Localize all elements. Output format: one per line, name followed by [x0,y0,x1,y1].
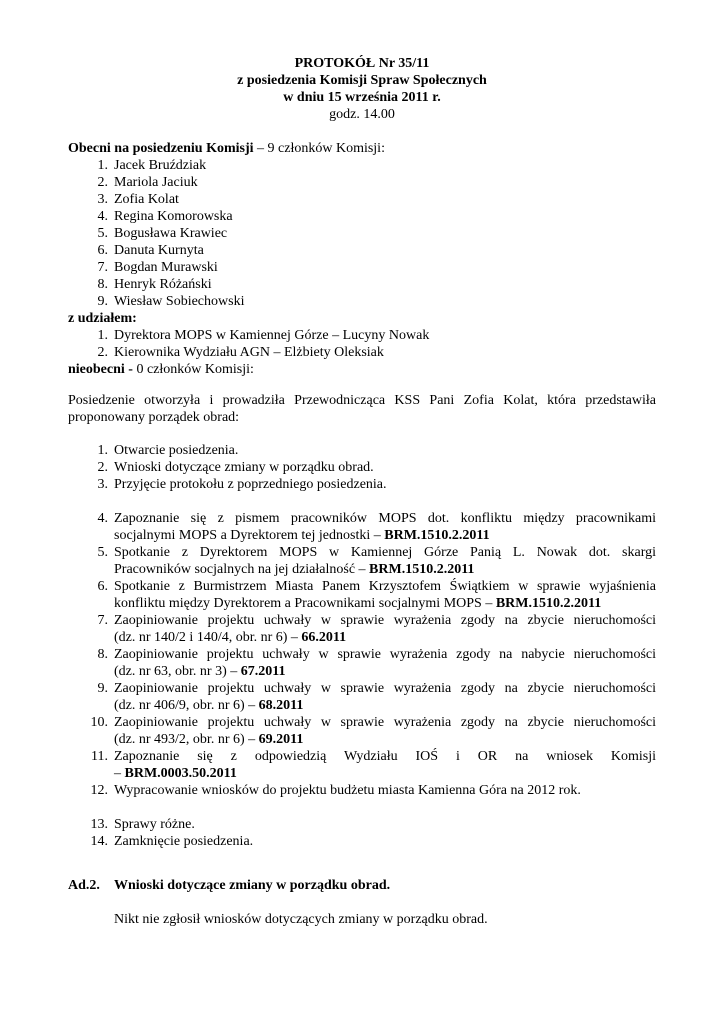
member-item [68,174,656,191]
agenda-item-line [114,561,656,578]
agenda-item [68,748,656,782]
protocol-time: godz. 14.00 [329,107,395,122]
guest-number: 1. [97,328,108,343]
agenda-item-line [114,697,656,714]
agenda-item-reference: 68.2011 [258,698,304,713]
agenda-item [68,459,656,476]
guests-list [68,327,656,361]
agenda-item-line [114,527,656,544]
agenda-item-line [114,663,656,680]
agenda-item-line [114,544,656,561]
member-name: Jacek Bruździak [114,158,207,173]
guest-item [68,344,656,361]
protocol-date: w dniu 15 września 2011 r. [283,90,441,105]
agenda-item-text: Zamknięcie posiedzenia. [114,834,254,849]
agenda-item-number: 10. [90,715,108,730]
agenda-item [68,476,656,493]
agenda-item-line [114,476,656,493]
member-number: 6. [97,243,108,258]
member-item [68,225,656,242]
agenda-item-reference: 69.2011 [258,732,304,747]
agenda-item [68,782,656,799]
absent-label: nieobecni - [68,362,137,377]
agenda-item [68,442,656,459]
agenda-item-body [114,612,656,646]
agenda-item-body [114,748,656,782]
ad2-label: Ad.2. [68,878,100,893]
agenda-item-number: 11. [91,749,108,764]
member-item [68,157,656,174]
agenda-item-body [114,714,656,748]
member-name: Zofia Kolat [114,192,179,207]
guest-name: Kierownika Wydziału AGN – Elżbiety Oleksiak [114,345,384,360]
agenda-item-line [114,833,656,850]
agenda-item-text: – [114,766,125,781]
agenda-item-text: Przyjęcie protokołu z poprzedniego posiedzenia. [114,477,387,492]
agenda-item-body [114,782,656,799]
member-name: Wiesław Sobiechowski [114,294,245,309]
agenda-item-text: konfliktu między Dyrektorem a Pracownikami socjalnymi MOPS – [114,596,496,611]
agenda-item-number: 13. [90,817,108,832]
agenda-item-line [114,510,656,527]
agenda-item [68,714,656,748]
agenda-item-line [114,748,656,765]
member-number: 1. [97,158,108,173]
agenda-item-reference: BRM.1510.2.2011 [384,528,490,543]
agenda-item-body [114,459,656,476]
member-item [68,259,656,276]
agenda-item-text: Wnioski dotyczące zmiany w porządku obrad. [114,460,374,475]
agenda-item-number: 5. [97,545,108,560]
member-name: Danuta Kurnyta [114,243,204,258]
agenda-item [68,510,656,544]
guests-label: z udziałem: [68,311,137,326]
agenda-item-text: Otwarcie posiedzenia. [114,443,239,458]
agenda-item [68,646,656,680]
agenda-item-text: Pracowników socjalnych na jej działalność – [114,562,370,577]
agenda-item-line [114,765,656,782]
agenda-item-text: Spotkanie z Burmistrzem Miasta Panem Krzysztofem Świątkiem w sprawie wyjaśnienia [114,579,656,594]
agenda-item-text: Zapoznanie się z pismem pracowników MOPS dot. konfliktu między pracownikami [114,511,656,526]
agenda-item-number: 8. [97,647,108,662]
member-name: Mariola Jaciuk [114,175,198,190]
agenda-item-text: Zaopiniowanie projektu uchwały w sprawie wyrażenia zgody na zbycie nieruchomości [114,681,656,696]
agenda-item [68,578,656,612]
agenda-item-number: 4. [97,511,108,526]
section-ad2 [68,877,656,928]
absent-text: 0 członków Komisji: [136,362,254,377]
agenda-item-body [114,442,656,459]
member-number: 2. [97,175,108,190]
agenda-item [68,612,656,646]
agenda-item-text: (dz. nr 140/2 i 140/4, obr. nr 6) – [114,630,302,645]
member-name: Bogusława Krawiec [114,226,228,241]
ad2-text-row [68,911,656,928]
agenda-item-line [114,714,656,731]
agenda-item-body [114,833,656,850]
agenda-item-number: 2. [97,460,108,475]
agenda-item-line [114,595,656,612]
agenda-item [68,833,656,850]
member-number: 8. [97,277,108,292]
member-item [68,242,656,259]
document-header [0,55,724,123]
attendance-section [68,140,656,378]
agenda-item-text: (dz. nr 63, obr. nr 3) – [114,664,241,679]
agenda-item-body [114,680,656,714]
agenda-item-line [114,816,656,833]
agenda-item [68,680,656,714]
member-item [68,208,656,225]
agenda-item-line [114,578,656,595]
member-number: 5. [97,226,108,241]
present-count: – 9 członków Komisji: [253,141,385,156]
absent-line [68,361,656,378]
agenda-item-line [114,646,656,663]
agenda-item-line [114,459,656,476]
members-list [68,157,656,310]
agenda-item-line [114,731,656,748]
intro-paragraph [68,392,656,426]
member-number: 9. [97,294,108,309]
member-item [68,191,656,208]
agenda-item-text: Zapoznanie się z odpowiedzią Wydziału IOŚ i OR na wniosek Komisji [114,749,656,764]
agenda-item-number: 1. [97,443,108,458]
agenda-item-number: 7. [97,613,108,628]
agenda-item-number: 12. [90,783,108,798]
agenda-item-line [114,442,656,459]
guest-item [68,327,656,344]
agenda-item-text: (dz. nr 406/9, obr. nr 6) – [114,698,259,713]
present-label: Obecni na posiedzeniu Komisji [68,141,254,156]
member-name: Bogdan Murawski [114,260,218,275]
guest-name: Dyrektora MOPS w Kamiennej Górze – Lucyny Nowak [114,328,430,343]
intro-line-2: proponowany porządek obrad: [68,410,240,425]
agenda-item-line [114,612,656,629]
agenda-item-body [114,476,656,493]
protocol-subtitle: z posiedzenia Komisji Spraw Społecznych [237,73,487,88]
member-item [68,276,656,293]
agenda-item-reference: BRM.0003.50.2011 [124,766,237,781]
guest-number: 2. [97,345,108,360]
agenda-item-text: socjalnymi MOPS a Dyrektorem tej jednostki – [114,528,385,543]
agenda-item-number: 9. [97,681,108,696]
member-name: Regina Komorowska [114,209,233,224]
agenda-item-body [114,816,656,833]
agenda-item-reference: 66.2011 [301,630,347,645]
agenda-item-line [114,782,656,799]
agenda-item-reference: 67.2011 [240,664,286,679]
agenda-item-text: Sprawy różne. [114,817,195,832]
member-number: 4. [97,209,108,224]
intro-line-1: Posiedzenie otworzyła i prowadziła Przewodnicząca KSS Pani Zofia Kolat, która przedstawiła [68,393,656,408]
ad2-text: Nikt nie zgłosił wniosków dotyczących zmiany w porządku obrad. [114,912,488,927]
member-name: Henryk Różański [114,277,212,292]
agenda-item-number: 6. [97,579,108,594]
protocol-title: PROTOKÓŁ Nr 35/11 [294,56,430,71]
agenda-item-body [114,510,656,544]
agenda-item-text: Spotkanie z Dyrektorem MOPS w Kamiennej Górze Panią L. Nowak dot. skargi [114,545,656,560]
agenda-item-text: (dz. nr 493/2, obr. nr 6) – [114,732,259,747]
agenda-item-text: Wypracowanie wniosków do projektu budżetu miasta Kamienna Góra na 2012 rok. [114,783,581,798]
agenda-item-body [114,646,656,680]
agenda-item-line [114,629,656,646]
agenda-item-reference: BRM.1510.2.2011 [369,562,475,577]
member-number: 7. [97,260,108,275]
agenda-item-number: 3. [97,477,108,492]
present-heading [68,140,656,157]
agenda-item-line [114,680,656,697]
agenda-item-reference: BRM.1510.2.2011 [495,596,602,611]
agenda-item-number: 14. [90,834,108,849]
member-item [68,293,656,310]
member-number: 3. [97,192,108,207]
agenda-item-text: Zaopiniowanie projektu uchwały w sprawie wyrażenia zgody na zbycie nieruchomości [114,613,656,628]
ad2-heading [68,877,656,894]
agenda-item-body [114,578,656,612]
agenda-item [68,544,656,578]
agenda-list [68,442,656,850]
agenda-item-body [114,544,656,578]
agenda-item-text: Zaopiniowanie projektu uchwały w sprawie wyrażenia zgody na nabycie nieruchomości [114,647,656,662]
agenda-item [68,816,656,833]
agenda-item-text: Zaopiniowanie projektu uchwały w sprawie wyrażenia zgody na zbycie nieruchomości [114,715,656,730]
ad2-title: Wnioski dotyczące zmiany w porządku obrad. [114,878,391,893]
